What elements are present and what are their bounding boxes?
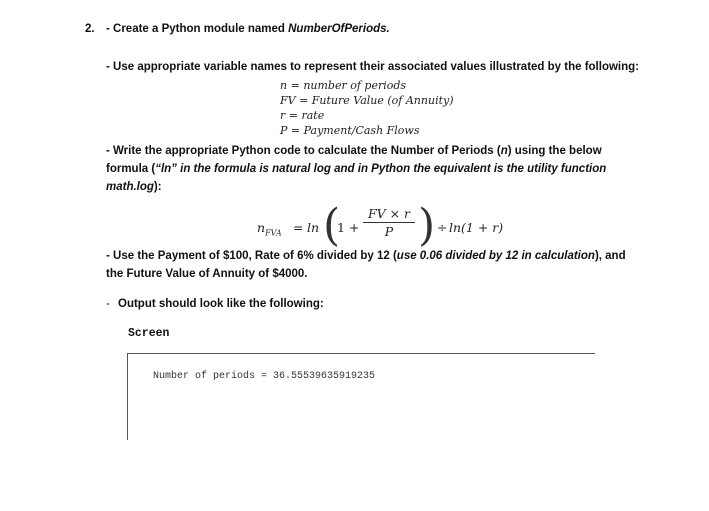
- variable-fv: [280, 94, 454, 107]
- formula-numerator: FV × r: [367, 206, 411, 221]
- variable-symbol: FV: [280, 94, 296, 107]
- variable-p: [280, 124, 420, 137]
- payment-text-a: - Use the Payment of $100, Rate of 6% divided by 12 (: [106, 250, 397, 262]
- formula-lhs-sub: FVA: [265, 228, 282, 238]
- code-instruction-text-a: - Write the appropriate Python code to calculate the Number of Periods (: [106, 145, 501, 157]
- variable-symbol: n: [280, 79, 288, 92]
- formula-equals: =: [293, 220, 304, 235]
- module-name: NumberOfPeriods.: [288, 23, 390, 35]
- variable-eq: =: [290, 79, 300, 92]
- code-instruction-ln-note: “ln” in the formula is natural log and in Python the equivalent is the utility function: [155, 163, 607, 175]
- screen-output-text: Number of periods = 36.55539635919235: [153, 371, 376, 382]
- variable-meaning: Payment/Cash Flows: [303, 124, 420, 137]
- variable-n: [280, 79, 406, 92]
- formula-open-paren: (: [323, 200, 341, 251]
- variable-eq: =: [290, 124, 301, 137]
- variable-r: [280, 109, 324, 122]
- code-instruction-text-b: ) using the below: [507, 145, 602, 157]
- variable-meaning: Future Value (of Annuity): [311, 94, 454, 107]
- screen-label: Screen: [128, 327, 170, 340]
- variable-meaning: rate: [301, 109, 325, 122]
- formula-fraction-bar: [363, 222, 415, 223]
- question-title: [106, 23, 390, 35]
- payment-instruction-line2: the Future Value of Annuity of $4000.: [106, 268, 308, 280]
- title-prefix: - Create a Python module named: [106, 23, 289, 35]
- payment-instruction-line1: [106, 250, 626, 262]
- screen-output-box: [127, 353, 595, 440]
- variable-eq: =: [299, 94, 309, 107]
- variables-intro: - Use appropriate variable names to represent their associated values illustrated by the following:: [106, 61, 639, 73]
- formula-rhs: ln(1 + r): [449, 220, 504, 235]
- formula-divide: ÷: [437, 220, 448, 235]
- variable-eq: =: [288, 109, 298, 122]
- code-instruction-mathlog: math.log: [106, 181, 154, 193]
- output-instruction-dash: -: [106, 298, 110, 310]
- formula-lhs-base: n: [257, 220, 266, 235]
- output-instruction-text: Output should look like the following:: [118, 298, 324, 310]
- question-number: 2.: [85, 23, 95, 35]
- code-instruction-line2: [106, 163, 606, 175]
- payment-calc-note: use 0.06 divided by 12 in calculation: [396, 250, 595, 262]
- payment-text-b: ), and: [594, 250, 626, 262]
- formula-one-plus: 1 +: [337, 220, 360, 235]
- code-instruction-line1: [106, 145, 602, 157]
- formula-close-paren: ): [418, 200, 436, 251]
- variable-symbol: P: [280, 124, 288, 137]
- formula-lhs: [257, 220, 282, 238]
- variable-symbol: r: [280, 109, 286, 122]
- code-instruction-line3: [106, 181, 162, 193]
- formula-ln: ln: [307, 220, 320, 235]
- code-instruction-close: ):: [153, 181, 162, 193]
- code-instruction-n: n: [500, 145, 508, 157]
- code-instruction-formula-label: formula (: [106, 163, 156, 175]
- formula-denominator: P: [384, 224, 394, 239]
- variable-meaning: number of periods: [303, 79, 407, 92]
